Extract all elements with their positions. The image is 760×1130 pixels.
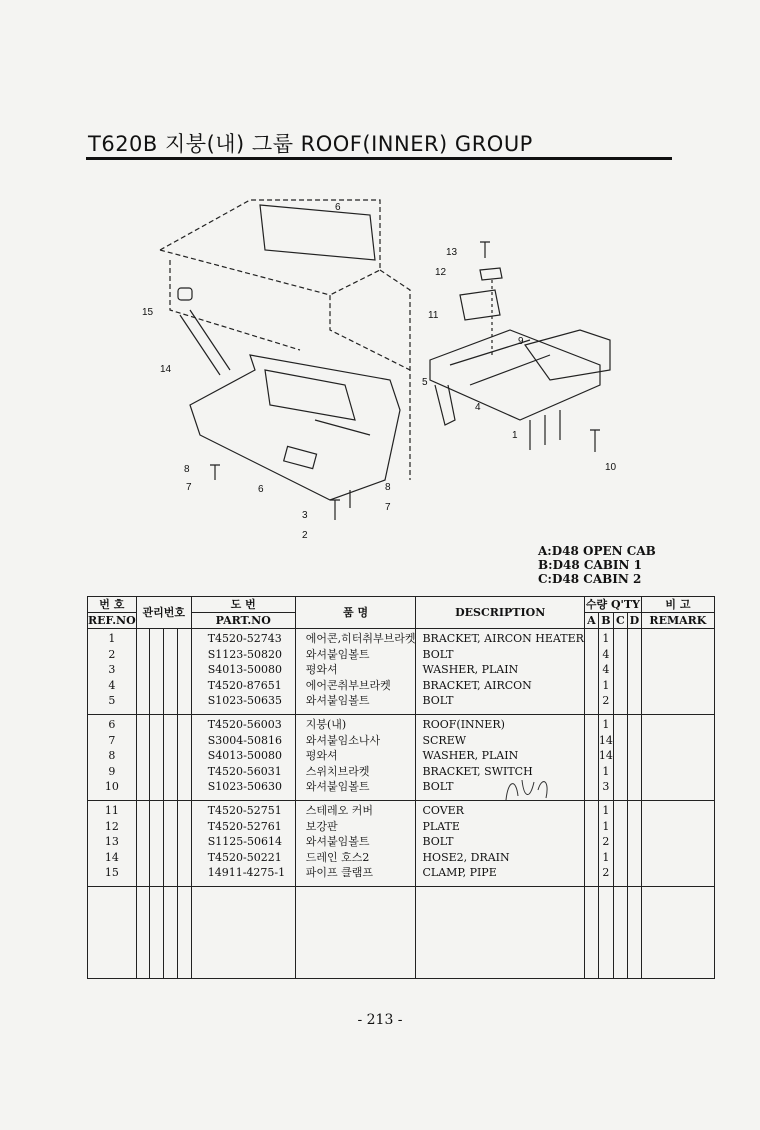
callout-7-right: 7 (385, 502, 391, 513)
legend-a: A:D48 OPEN CAB (538, 544, 656, 558)
table-empty-block (88, 887, 715, 979)
hdr-ref-eng: REF.NO (88, 614, 136, 627)
hdr-desc: DESCRIPTION (416, 597, 584, 629)
legend-c: C:D48 CABIN 2 (538, 572, 642, 586)
callout-10: 10 (605, 462, 617, 473)
table-group: 1 2 3 4 5 T4520-52743 S1123-50820 S4013-50080 T4520-87651 S1023-50635 에어콘,히터취부브라켓 와셔붙임볼트 평와셔 에어콘취부브라켓 와셔붙임볼트 BRACKET, AIRCON HEATER BOLT WASHER, PLAIN BRACKET, AIRCON BOLT 1 4 4 1 2 (88, 629, 715, 715)
hdr-qty: 수량 Q'TY (585, 598, 640, 611)
hdr-part-kor: 도 번 (191, 597, 295, 613)
parts-table (87, 596, 715, 979)
hdr-name-kor: 품 명 (295, 597, 416, 629)
callout-8-left: 8 (184, 464, 190, 475)
hdr-ref-kor: 번 호 (88, 597, 137, 613)
hdr-qty-a: A (584, 613, 598, 629)
callout-3: 3 (302, 510, 308, 521)
callout-7-left: 7 (186, 482, 192, 493)
hdr-remark-kor: 비 고 (641, 597, 714, 613)
table-group: 11 12 13 14 15 T4520-52751 T4520-52761 S1125-50614 T4520-50221 14911-4275-1 스테레오 커버 보강판 와셔붙임볼트 드레인 호스2 파이프 클램프 COVER PLATE BOLT HOSE2, DRAIN CLAMP, PIPE 1 1 2 1 2 (88, 801, 715, 887)
callout-13: 13 (446, 247, 458, 258)
callout-4: 4 (475, 402, 481, 413)
exploded-parts-diagram (130, 180, 630, 540)
callout-2: 2 (302, 530, 308, 540)
callout-1: 1 (512, 430, 518, 441)
hdr-qty-d: D (627, 613, 641, 629)
callout-9: 9 (518, 336, 524, 347)
callout-8-right: 8 (385, 482, 391, 493)
callout-6-bottom: 6 (258, 484, 264, 495)
title-rule (86, 157, 672, 160)
hdr-mgmt: 관리번호 (136, 597, 191, 629)
callout-15: 15 (142, 307, 154, 318)
model-legend (538, 544, 656, 586)
hdr-qty-c: C (613, 613, 627, 629)
hdr-qty-b: B (598, 613, 613, 629)
legend-b: B:D48 CABIN 1 (538, 558, 642, 572)
callout-5: 5 (422, 377, 428, 388)
callout-6-top: 6 (335, 202, 341, 213)
callout-12: 12 (435, 267, 447, 278)
handwritten-mark (498, 770, 558, 810)
table-group: 6 7 8 9 10 T4520-56003 S3004-50816 S4013-50080 T4520-56031 S1023-50630 지붕(내) 와셔붙임소나사 평와셔 스위치브라켓 와셔붙임볼트 ROOF(INNER) SCREW WASHER, PLAIN BRACKET, SWITCH BOLT 1 14 14 1 3 (88, 715, 715, 801)
callout-14: 14 (160, 364, 172, 375)
hdr-remark-eng: REMARK (641, 613, 714, 629)
page-title: T620B 지붕(내) 그룹 ROOF(INNER) GROUP (88, 132, 533, 156)
callout-11: 11 (428, 310, 439, 321)
hdr-part-eng: PART.NO (191, 613, 295, 629)
page-number: - 213 - (357, 1012, 403, 1028)
